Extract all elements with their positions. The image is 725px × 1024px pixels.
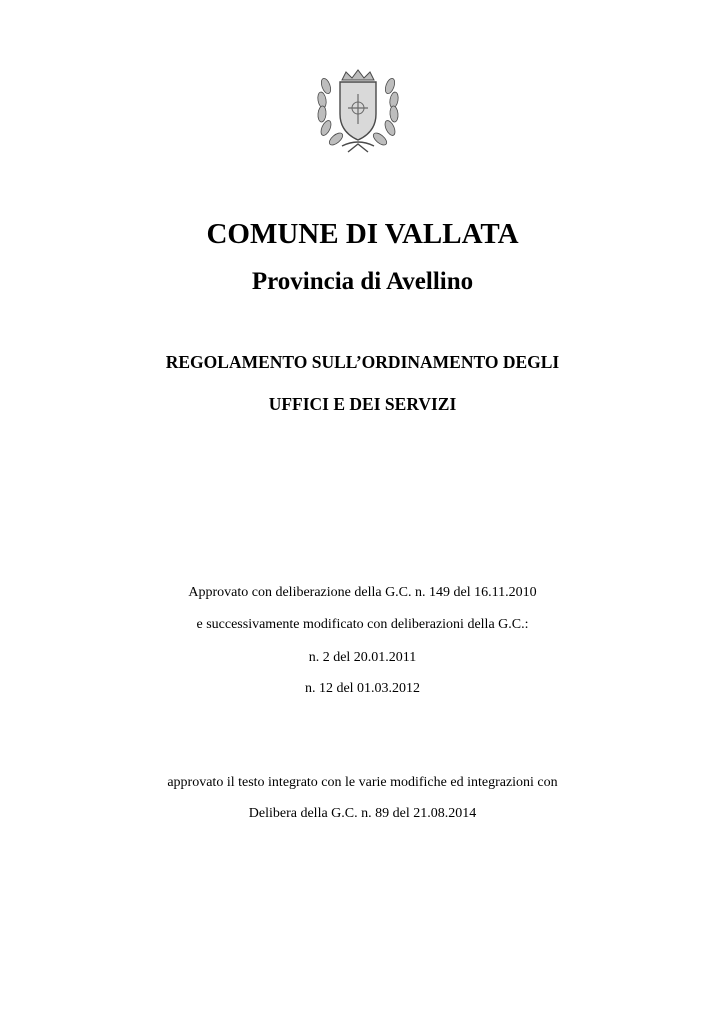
amendment-item: n. 2 del 20.01.2011 — [308, 650, 417, 665]
integration-line: approvato il testo integrato con le varie modifiche ed integrazioni con — [167, 775, 558, 790]
province-subtitle: Provincia di Avellino — [251, 268, 474, 295]
integration-deliberation-line: Delibera della G.C. n. 89 del 21.08.2014 — [248, 806, 477, 821]
regulation-title-line-1: REGOLAMENTO SULL’ORDINAMENTO DEGLI — [165, 352, 560, 372]
approval-line: Approvato con deliberazione della G.C. n. 149 del 16.11.2010 — [188, 585, 537, 600]
amendment-item: n. 12 del 01.03.2012 — [304, 681, 421, 696]
crown-icon — [342, 70, 374, 80]
coat-of-arms-emblem — [312, 66, 404, 158]
amendment-intro-line: e successivamente modificato con deliberazioni della G.C.: — [196, 617, 529, 632]
ribbon-icon — [342, 142, 374, 152]
regulation-title-line-2: UFFICI E DEI SERVIZI — [268, 394, 457, 414]
municipality-title: COMUNE DI VALLATA — [206, 218, 519, 250]
